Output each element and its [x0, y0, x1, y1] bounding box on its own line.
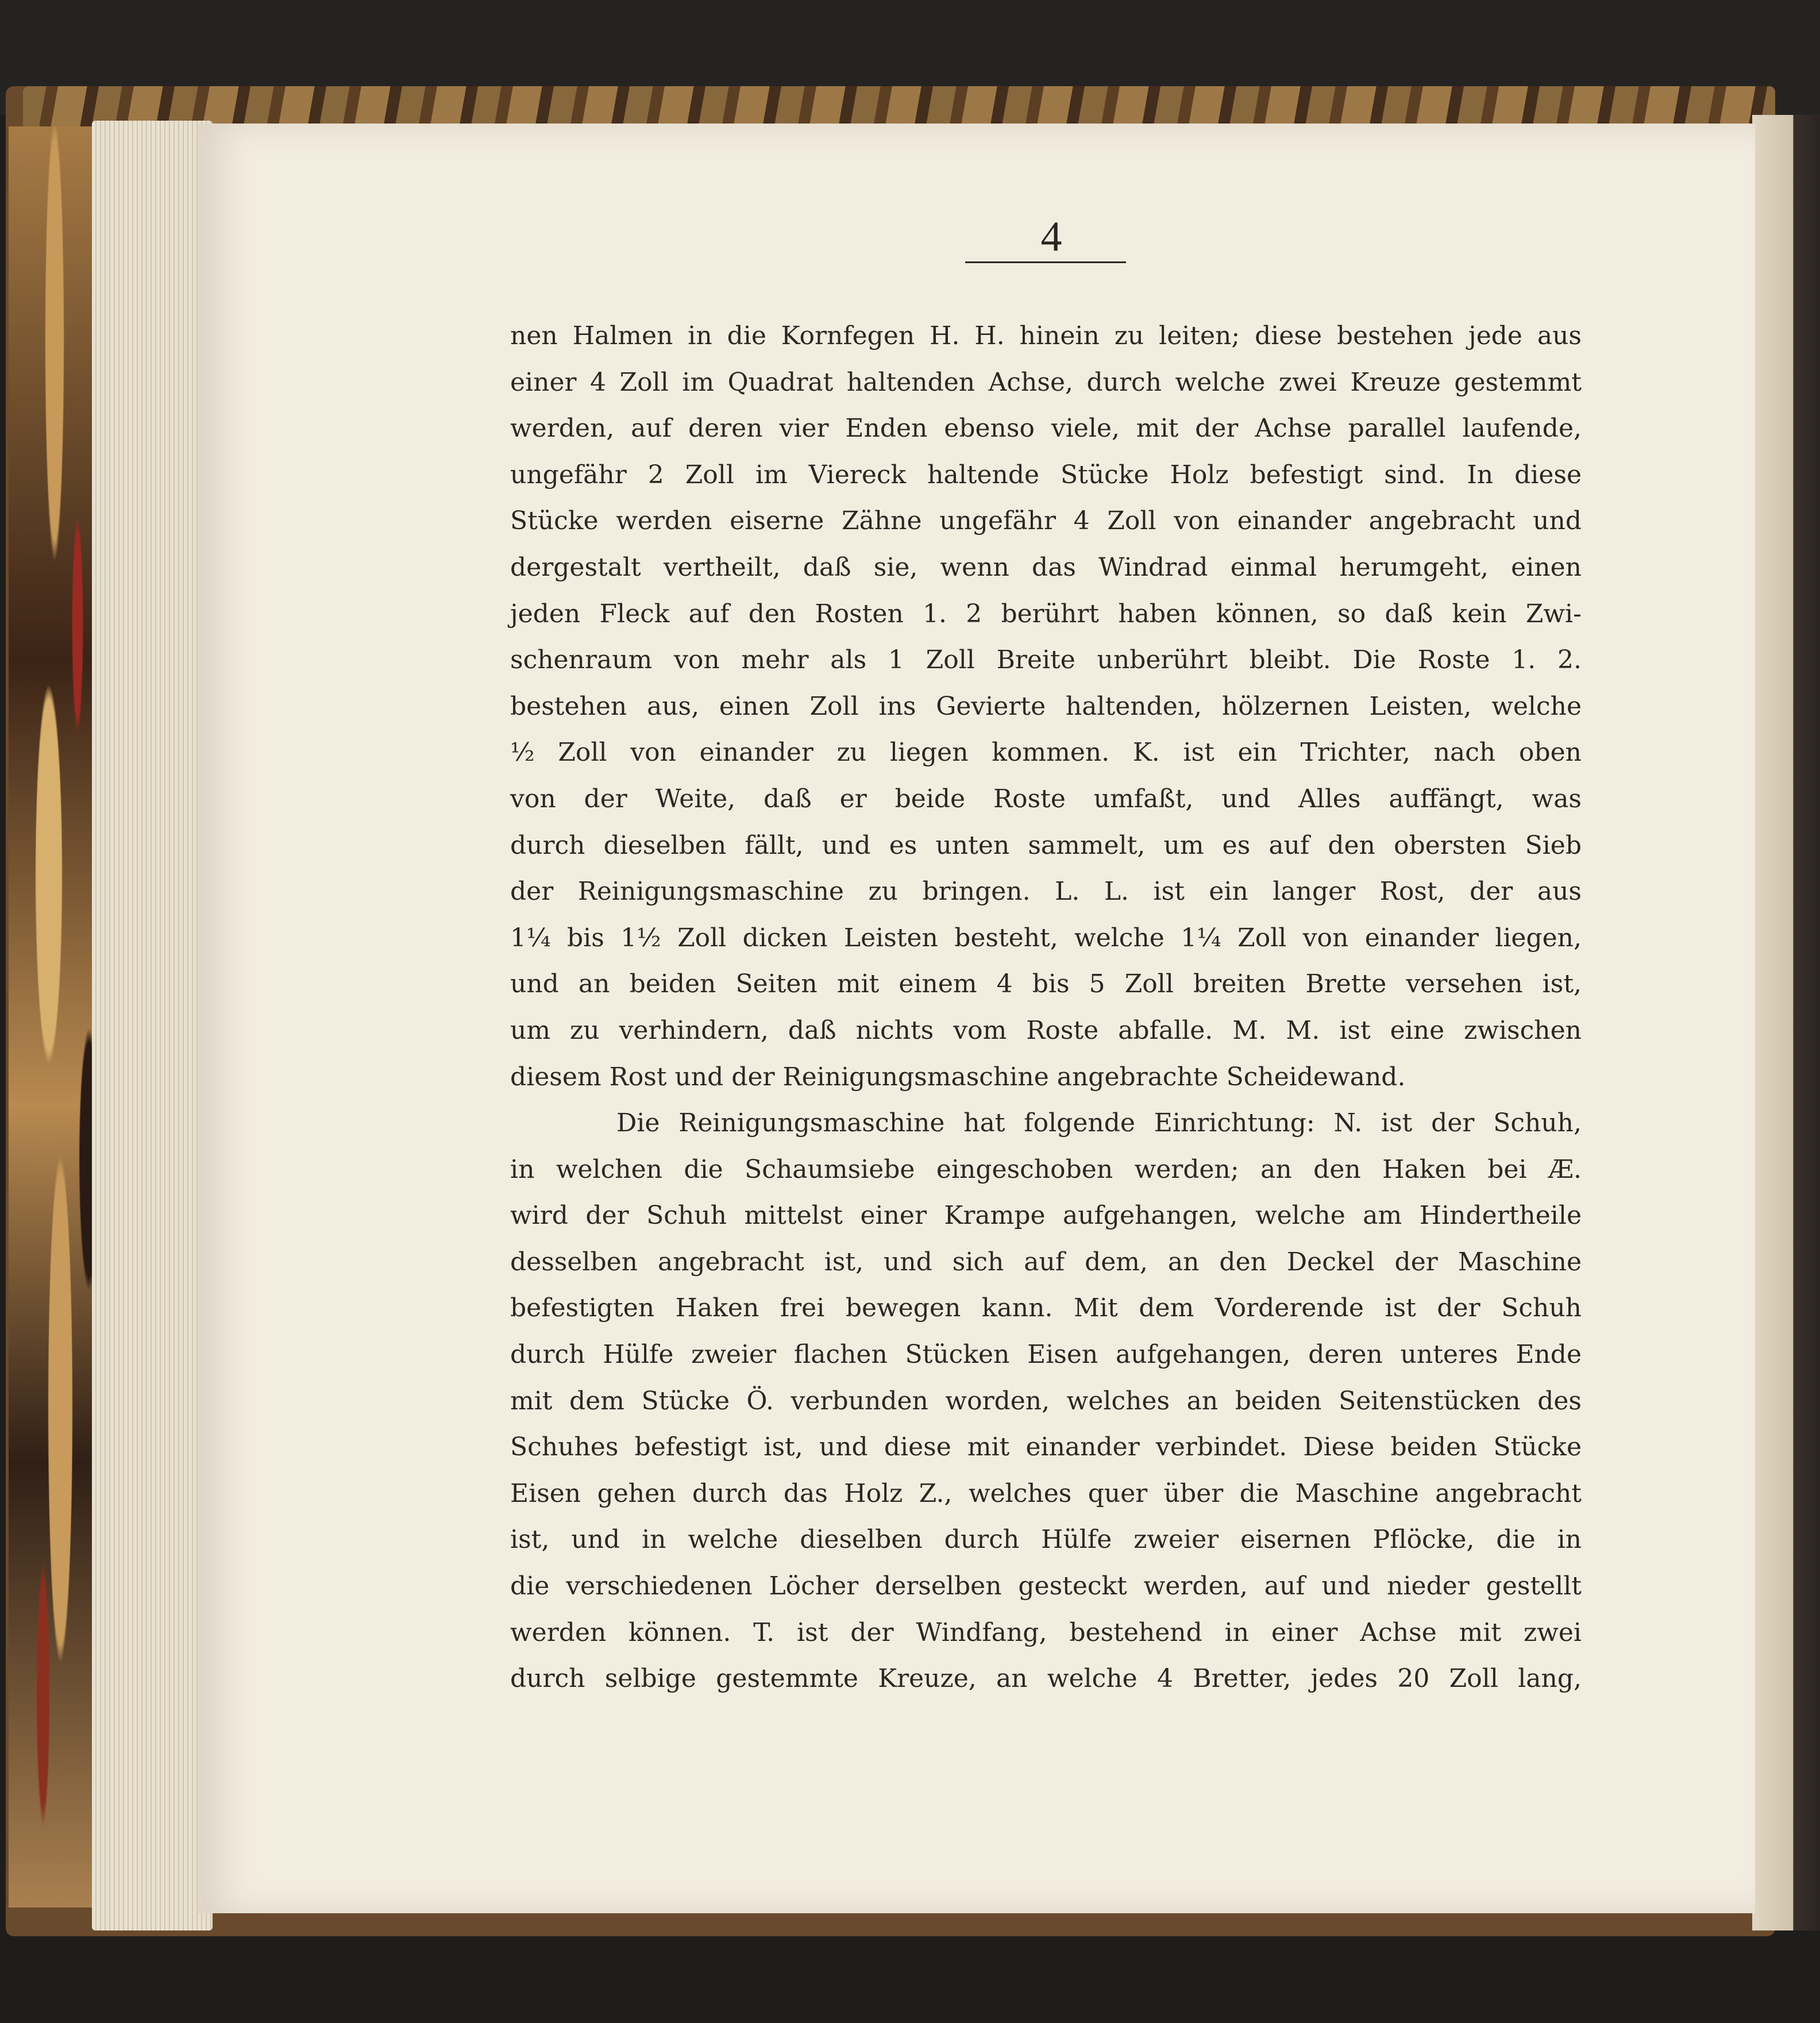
text-line: Eisen gehen durch das Holz Z., welches quer über die Maschine angebracht — [510, 1478, 1582, 1508]
paragraph-start-line: Die Reinigungsmaschine hat folgende Einrichtung: N. ist der Schuh, — [616, 1108, 1582, 1138]
text-line: und an beiden Seiten mit einem 4 bis 5 Zoll breiten Brette versehen ist, — [510, 969, 1582, 999]
paragraph-end-line: diesem Rost und der Reinigungsmaschine angebrachte Scheidewand. — [510, 1062, 1406, 1092]
text-line: nen Halmen in die Kornfegen H. H. hinein zu leiten; diese bestehen jede aus — [510, 321, 1582, 350]
text-line: durch selbige gestemmte Kreuze, an welche 4 Bretter, jedes 20 Zoll lang, — [510, 1664, 1582, 1694]
text-line: um zu verhindern, daß nichts vom Roste abfalle. M. M. ist eine zwischen — [510, 1015, 1582, 1045]
text-line: der Reinigungsmaschine zu bringen. L. L. ist ein langer Rost, der aus — [510, 877, 1582, 907]
text-line: 1¼ bis 1½ Zoll dicken Leisten besteht, welche 1¼ Zoll von einander liegen, — [510, 923, 1582, 953]
page-number: 4 — [1040, 213, 1062, 260]
text-line: in welchen die Schaumsiebe eingeschoben werden; an den Haken bei Æ. — [510, 1154, 1582, 1184]
text-line: von der Weite, daß er beide Roste umfaßt, und Alles auffängt, was — [510, 784, 1582, 814]
body-text — [510, 313, 1582, 1702]
facing-page-edge — [1752, 115, 1820, 1930]
text-line: ½ Zoll von einander zu liegen kommen. K. ist ein Trichter, nach oben — [510, 738, 1582, 768]
text-line: Stücke werden eiserne Zähne ungefähr 4 Zoll von einander angebracht und — [510, 506, 1582, 536]
text-line: werden können. T. ist der Windfang, bestehend in einer Achse mit zwei — [510, 1617, 1582, 1647]
text-line: befestigten Haken frei bewegen kann. Mit dem Vorderende ist der Schuh — [510, 1293, 1582, 1323]
text-line: ist, und in welche dieselben durch Hülfe zweier eisernen Pflöcke, die in — [510, 1525, 1582, 1555]
text-line: ungefähr 2 Zoll im Viereck haltende Stücke Holz befestigt sind. In diese — [510, 460, 1582, 490]
text-line: durch Hülfe zweier flachen Stücken Eisen aufgehangen, deren unteres Ende — [510, 1340, 1582, 1370]
text-line: einer 4 Zoll im Quadrat haltenden Achse, durch welche zwei Kreuze gestemmt — [510, 367, 1582, 397]
text-line: die verschiedenen Löcher derselben gesteckt werden, auf und nieder gestellt — [510, 1571, 1582, 1601]
text-line: dergestalt vertheilt, daß sie, wenn das Windrad einmal herumgeht, einen — [510, 552, 1582, 582]
cover-edge-top — [23, 86, 1775, 126]
text-line: Schuhes befestigt ist, und diese mit einander verbindet. Diese beiden Stücke — [510, 1432, 1582, 1462]
text-line: wird der Schuh mittelst einer Krampe aufgehangen, welche am Hindertheile — [510, 1201, 1582, 1231]
text-line: werden, auf deren vier Enden ebenso viele, mit der Achse parallel laufende, — [510, 414, 1582, 444]
text-line: desselben angebracht ist, und sich auf dem, an den Deckel der Maschine — [510, 1247, 1582, 1277]
text-line: durch dieselben fällt, und es unten sammelt, um es auf den obersten Sieb — [510, 830, 1582, 860]
text-line: jeden Fleck auf den Rosten 1. 2 berührt haben können, so daß kein Zwi- — [510, 599, 1582, 629]
page-number-rule — [965, 261, 1126, 263]
text-line: schenraum von mehr als 1 Zoll Breite unberührt bleibt. Die Roste 1. 2. — [510, 645, 1582, 675]
text-line: bestehen aus, einen Zoll ins Gevierte haltenden, hölzernen Leisten, welche — [510, 691, 1582, 721]
text-line: mit dem Stücke Ö. verbunden worden, welches an beiden Seitenstücken des — [510, 1386, 1582, 1416]
page-stack-edges — [92, 121, 213, 1930]
